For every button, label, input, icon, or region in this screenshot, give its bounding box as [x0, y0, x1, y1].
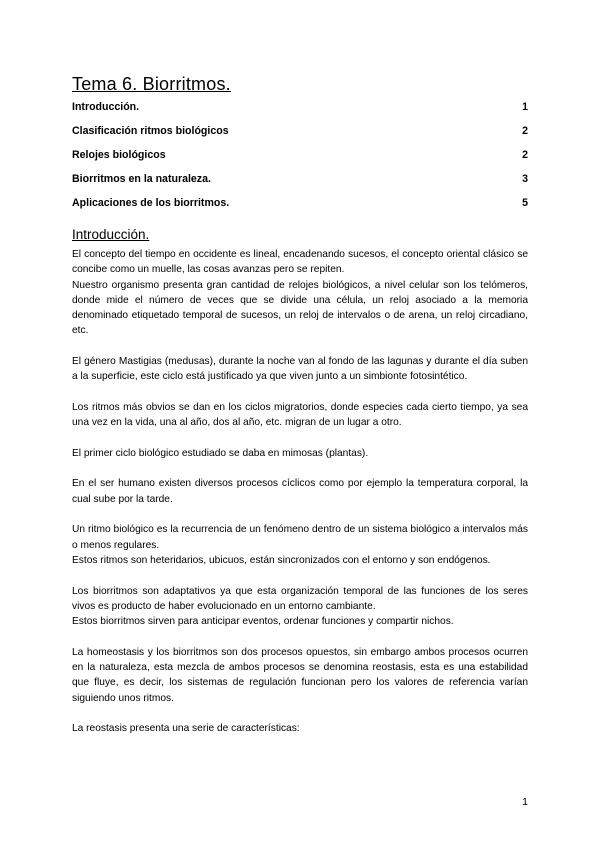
- toc-entry-page: 3: [522, 173, 528, 185]
- body-text: [72, 247, 528, 737]
- toc-entry-page: 2: [522, 149, 528, 161]
- section-heading: Introducción.: [72, 227, 150, 242]
- table-of-contents: [72, 99, 528, 219]
- paragraph: La homeostasis y los biorritmos son dos procesos opuestos, sin embargo ambos procesos ocurren en la naturaleza, esta mezcla de ambos procesos se denomina reostasis, esta es una estabilidad que fluye, es decir, los sistemas de regulación funcionan pero los valores de referencia varían siguiendo unos ritmos.: [72, 646, 528, 704]
- toc-entry-aplicaciones[interactable]: [72, 195, 528, 219]
- paragraph: Estos ritmos son heteridarios, ubicuos, están sincronizados con el entorno y son endógenos.: [72, 554, 491, 566]
- toc-entry-naturaleza[interactable]: [72, 171, 528, 195]
- toc-entry-label: Biorritmos en la naturaleza.: [72, 173, 211, 185]
- paragraph: La reostasis presenta una serie de características:: [72, 723, 300, 735]
- paragraph: El concepto del tiempo en occidente es lineal, encadenando sucesos, el concepto oriental clásico se concibe como un muelle, las cosas avanzas pero se repiten.: [72, 249, 528, 276]
- document-title: Tema 6. Biorritmos.: [72, 74, 231, 94]
- toc-entry-introduccion[interactable]: [72, 99, 528, 123]
- paragraph: El primer ciclo biológico estudiado se daba en mimosas (plantas).: [72, 447, 369, 459]
- toc-entry-label: Introducción.: [72, 101, 140, 113]
- toc-entry-page: 2: [522, 125, 528, 137]
- toc-entry-page: 5: [522, 197, 528, 209]
- paragraph: En el ser humano existen diversos procesos cíclicos como por ejemplo la temperatura corporal, la cual sube por la tarde.: [72, 478, 528, 505]
- toc-entry-page: 1: [522, 101, 528, 113]
- paragraph: Estos biorritmos sirven para anticipar eventos, ordenar funciones y compartir nichos.: [72, 616, 454, 628]
- paragraph: Nuestro organismo presenta gran cantidad de relojes biológicos, a nivel celular son los telómeros, donde mide el número de veces que se divide una célula, un reloj asociado a la memoria denominado etiquetado temporal de sucesos, un reloj de intervalos o de arena, un reloj circadiano, etc.: [72, 279, 528, 337]
- paragraph: El género Mastigias (medusas), durante la noche van al fondo de las lagunas y durante el día suben a la superficie, este ciclo está justificado ya que viven junto a un simbionte fotosintético.: [72, 356, 528, 383]
- paragraph: Los ritmos más obvios se dan en los ciclos migratorios, donde especies cada cierto tiempo, ya sea una vez en la vida, una al año, dos al año, etc. migran de un lugar a otro.: [72, 401, 528, 429]
- toc-entry-clasificacion[interactable]: [72, 123, 528, 147]
- page-number: 1: [522, 796, 528, 808]
- paragraph: Los biorritmos son adaptativos ya que esta organización temporal de las funciones de los seres vivos es producto de haber evolucionado en un entorno cambiante.: [72, 585, 528, 612]
- toc-entry-label: Clasificación ritmos biológicos: [72, 125, 229, 137]
- toc-entry-label: Relojes biológicos: [72, 149, 166, 161]
- toc-entry-label: Aplicaciones de los biorritmos.: [72, 197, 230, 209]
- paragraph: Un ritmo biológico es la recurrencia de un fenómeno dentro de un sistema biológico a intervalos más o menos regulares.: [72, 524, 528, 551]
- toc-entry-relojes[interactable]: [72, 147, 528, 171]
